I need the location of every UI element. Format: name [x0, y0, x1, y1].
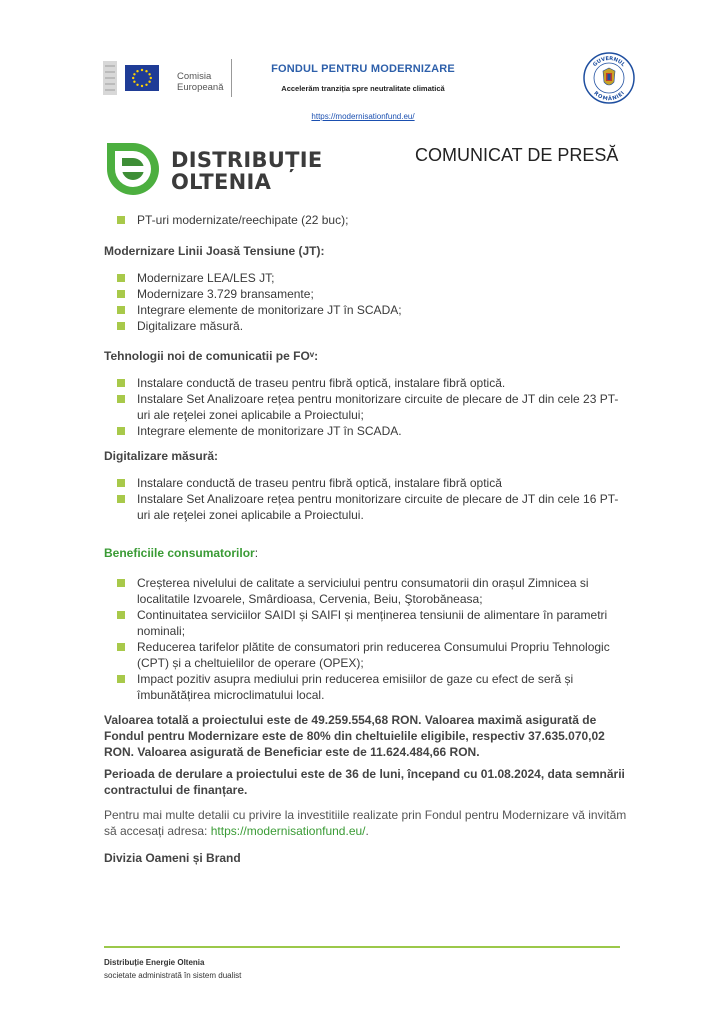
list-item: Impact pozitiv asupra mediului prin reducerea emisiilor de gaze cu efect de seră și îmbunătățirea microclimatului local.: [137, 672, 574, 702]
list-item: Creșterea nivelului de calitate a serviciului pentru consumatorii din orașul Zimnicea si localitatile Izvoarele, Smârdioasa, Cervenia, Beiu, Ştorobăneasa;: [137, 576, 589, 606]
details-text: Pentru mai multe detalii cu privire la investitiile realizate prin Fondul pentru Modernizare vă invităm să accesați adresa:: [104, 808, 627, 838]
list-item: Integrare elemente de monitorizare JT în SCADA;: [137, 303, 402, 317]
project-period-paragraph: Perioada de derulare a proiectului este de 36 de luni, începand cu 01.08.2024, data semnării contractului de finanțare.: [104, 767, 625, 797]
bullet-square-icon: [117, 322, 125, 330]
list-item: PT-uri modernizate/reechipate (22 buc);: [137, 213, 349, 227]
distributie-oltenia-logo: [103, 140, 323, 198]
ec-logo-text-line-1: Comisia: [177, 71, 212, 82]
bullet-square-icon: [117, 495, 125, 503]
fund-title: FONDUL PENTRU MODERNIZARE: [271, 63, 455, 75]
distributie-oltenia-emblem-icon: [103, 140, 163, 198]
section-heading-fo: Tehnologii noi de comunicatii pe FOᵛ:: [104, 349, 319, 363]
ec-logo-divider: [231, 59, 232, 97]
bullet-square-icon: [117, 306, 125, 314]
footer-divider: [104, 946, 620, 948]
romanian-government-seal-icon: [583, 52, 635, 104]
section-heading-benefits: [104, 546, 258, 560]
details-link[interactable]: https://modernisationfund.eu/: [210, 824, 366, 838]
details-end: .: [365, 824, 369, 838]
fund-tagline: Accelerăm tranziția spre neutralitate climatică: [281, 84, 445, 93]
list-item: Instalare conductă de traseu pentru fibră optică, instalare fibră optică: [137, 476, 502, 490]
section-heading-digitalizare: Digitalizare măsură:: [104, 449, 219, 463]
list-item: Instalare Set Analizoare rețea pentru monitorizare circuite de plecare de JT din cele 16 PT-uri ale reţelei zonei aplicabile a Proiectului.: [137, 492, 619, 522]
seal-text-bottom: ROMÂNIEI: [592, 90, 626, 103]
section-heading-jt: Modernizare Linii Joasă Tensiune (JT):: [104, 244, 325, 258]
bullet-square-icon: [117, 216, 125, 224]
bullet-square-icon: [117, 579, 125, 587]
bullet-square-icon: [117, 290, 125, 298]
bullet-square-icon: [117, 379, 125, 387]
svg-text:GUVERNUL: [592, 56, 626, 69]
list-item: Instalare conductă de traseu pentru fibră optică, instalare fibră optică.: [137, 376, 506, 390]
bullet-square-icon: [117, 427, 125, 435]
bullet-square-icon: [117, 611, 125, 619]
details-paragraph: [104, 807, 632, 839]
bullet-square-icon: [117, 479, 125, 487]
eu-flag-icon: [125, 65, 159, 91]
footer-company-name: Distribuție Energie Oltenia: [104, 958, 205, 967]
list-item: Modernizare LEA/LES JT;: [137, 271, 275, 285]
project-value-paragraph: Valoarea totală a proiectului este de 49.259.554,68 RON. Valoarea maximă asigurată de Fondul pentru Modernizare este de 80% din cheltuielile eligibile, respectiv 37.635.070,02 RON. Valoarea asigurată de Beneficiar este de 11.624.484,66 RON.: [104, 713, 605, 759]
fund-link[interactable]: https://modernisationfund.eu/: [311, 112, 415, 121]
european-commission-logo: [103, 59, 233, 97]
footer-company-subtitle: societate administrată în sistem dualist: [104, 971, 242, 980]
list-item: Reducerea tarifelor plătite de consumatori prin reducerea Consumului Propriu Tehnologic (CPT) și a cheltuielilor de operare (OPEX);: [137, 640, 610, 670]
benefits-heading-text: Beneficiile consumatorilor: [104, 546, 255, 560]
list-item: Instalare Set Analizoare rețea pentru monitorizare circuite de plecare de JT din cele 23 PT-uri ale reţelei zonei aplicabile a Proiectului;: [137, 392, 619, 422]
list-item: Integrare elemente de monitorizare JT în SCADA.: [137, 424, 402, 438]
logo-word-oltenia: OLTENIA: [171, 170, 272, 194]
list-item: Digitalizare măsură.: [137, 319, 244, 333]
bullet-square-icon: [117, 643, 125, 651]
press-release-title: COMUNICAT DE PRESĂ: [415, 145, 619, 165]
seal-text-top: GUVERNUL: [592, 55, 626, 69]
signature: Divizia Oameni și Brand: [104, 851, 241, 865]
ec-logo-text-line-2: Europeană: [177, 82, 224, 93]
logo-word-distributie: DISTRIBUȚIE: [171, 148, 323, 172]
ec-logo-text: [177, 71, 223, 93]
benefits-heading-colon: :: [254, 546, 259, 560]
bullet-square-icon: [117, 274, 125, 282]
list-item: Modernizare 3.729 bransamente;: [137, 287, 314, 301]
bullet-square-icon: [117, 395, 125, 403]
list-item: Continuitatea serviciilor SAIDI și SAIFI și menținerea tensiunii de alimentare în parametri nominali;: [137, 608, 608, 638]
ec-building-icon: [103, 59, 117, 97]
bullet-square-icon: [117, 675, 125, 683]
